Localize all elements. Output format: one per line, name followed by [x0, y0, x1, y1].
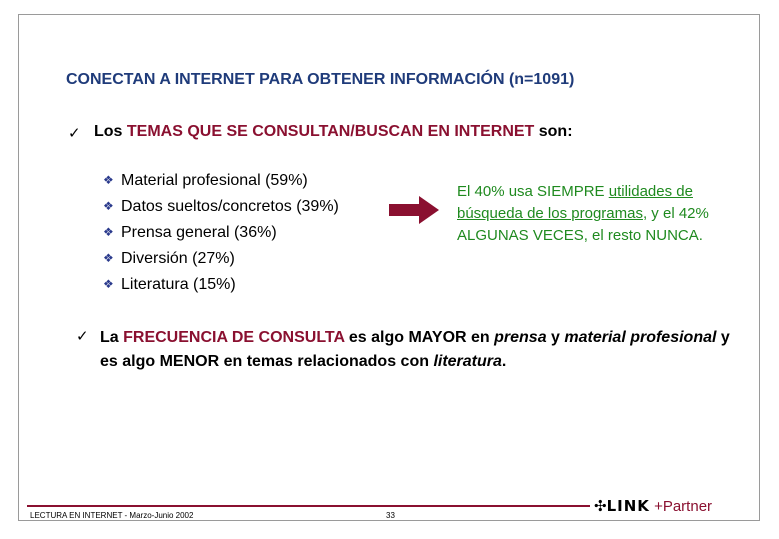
topics-heading [94, 123, 573, 141]
para-text: La [100, 329, 124, 346]
topics-list [103, 169, 339, 299]
para-highlight: FRECUENCIA DE CONSULTA [123, 329, 345, 346]
note-post: , y el 42% ALGUNAS VECES, el resto NUNCA. [457, 205, 709, 244]
list-item [103, 221, 339, 247]
diamond-bullet-icon: ❖ [103, 225, 114, 239]
checkmark-icon: ✓ [68, 125, 81, 142]
search-usage-note [457, 181, 757, 247]
list-item-label: Datos sueltos/concretos (39%) [121, 198, 339, 215]
logo-mark-icon: ✣ [594, 498, 607, 515]
company-logo [594, 497, 712, 515]
list-item-label: Material profesional (59%) [121, 172, 308, 189]
list-item-label: Diversión (27%) [121, 250, 235, 267]
frequency-paragraph [100, 326, 740, 374]
footer-divider [27, 505, 590, 507]
list-item-label: Prensa general (36%) [121, 224, 277, 241]
list-item-label: Literatura (15%) [121, 276, 236, 293]
topics-heading-post: son: [534, 123, 573, 140]
diamond-bullet-icon: ❖ [103, 199, 114, 213]
checkmark-icon: ✓ [76, 328, 89, 345]
para-text: . [501, 353, 507, 370]
para-italic: literatura [433, 353, 502, 370]
topics-heading-highlight: TEMAS QUE SE CONSULTAN/BUSCAN EN INTERNET [126, 123, 535, 140]
note-underlined: utilidades de búsqueda de los programas [457, 183, 693, 222]
para-italic: prensa [494, 329, 547, 346]
para-text: y es algo MENOR en temas relacionados con [100, 329, 730, 370]
page-number: 33 [386, 511, 395, 520]
para-text: es algo MAYOR en [344, 329, 495, 346]
diamond-bullet-icon: ❖ [103, 277, 114, 291]
para-text: y [546, 329, 565, 346]
logo-link-text: LINK [606, 497, 650, 515]
right-arrow-icon [389, 196, 439, 224]
logo-partner-text: +Partner [654, 498, 713, 515]
diamond-bullet-icon: ❖ [103, 251, 114, 265]
list-item [103, 247, 339, 273]
footer-caption: LECTURA EN INTERNET - Marzo-Junio 2002 [30, 511, 194, 520]
list-item [103, 273, 339, 299]
note-pre: El 40% usa SIEMPRE [457, 183, 609, 200]
para-italic: material profesional [564, 329, 717, 346]
list-item [103, 169, 339, 195]
topics-heading-pre: Los [94, 123, 127, 140]
diamond-bullet-icon: ❖ [103, 173, 114, 187]
list-item [103, 195, 339, 221]
slide-title: CONECTAN A INTERNET PARA OBTENER INFORMACIÓN (n=1091) [66, 71, 575, 88]
